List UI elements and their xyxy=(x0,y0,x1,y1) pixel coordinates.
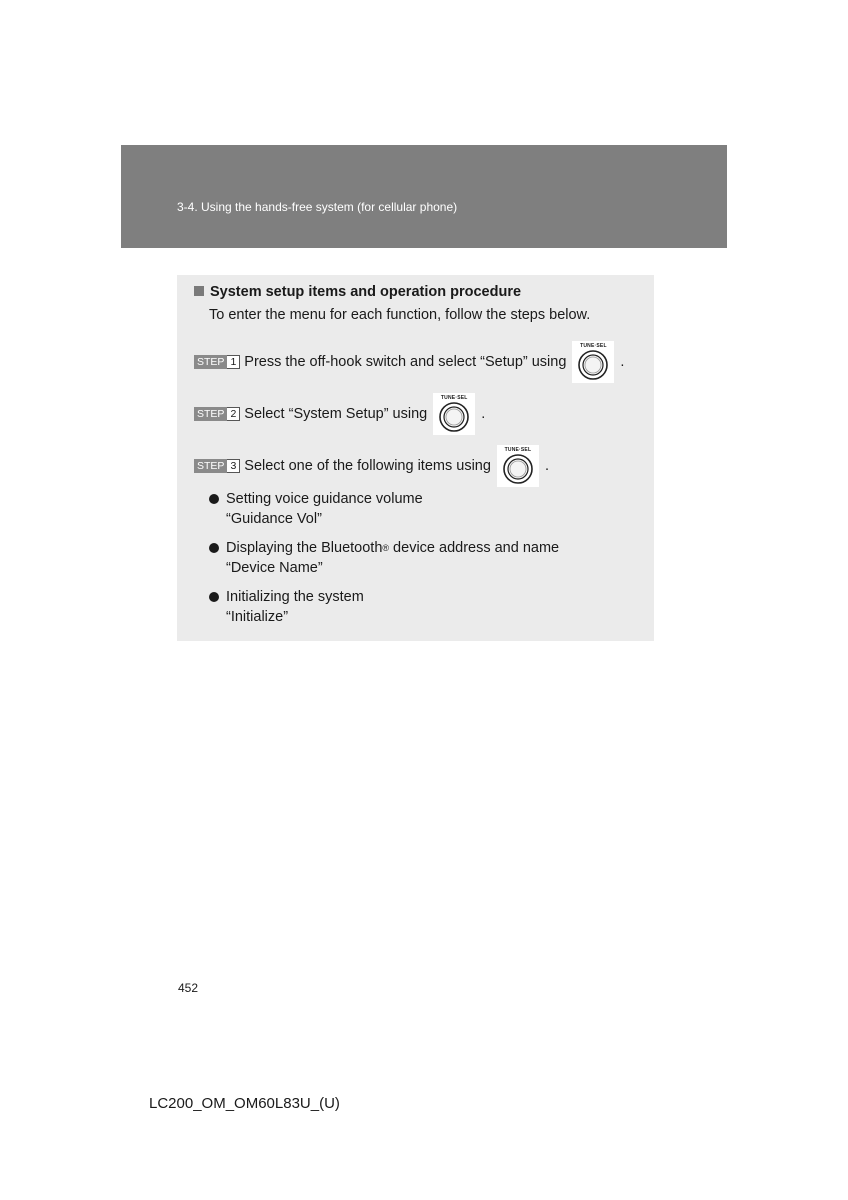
step-badge xyxy=(194,407,240,421)
knob-label: TUNE·SEL xyxy=(580,343,607,349)
header-band xyxy=(121,145,727,248)
step-badge-label: STEP xyxy=(194,407,227,421)
list-item: Displaying the Bluetooth ® device address and name “Device Name” xyxy=(209,538,559,578)
section-title: 3-4. Using the hands-free system (for cellular phone) xyxy=(177,200,458,214)
step-text: Press the off-hook switch and select “Setup” using xyxy=(244,354,567,370)
panel-intro: To enter the menu for each function, follow the steps below. xyxy=(209,307,591,323)
step-badge-label: STEP xyxy=(194,459,227,473)
step-badge-number: 1 xyxy=(227,355,240,369)
step-end: . xyxy=(481,406,486,422)
bullet-dot-icon xyxy=(209,543,219,553)
bullet-main-after: device address and name xyxy=(389,540,560,556)
step-3 xyxy=(194,445,549,487)
step-badge xyxy=(194,459,240,473)
bullet-dot-icon xyxy=(209,592,219,602)
knob-label: TUNE·SEL xyxy=(504,447,532,453)
step-end: . xyxy=(620,354,625,370)
panel-heading-text: System setup items and operation procedure xyxy=(210,284,522,300)
bullet-sub: “Device Name” xyxy=(226,560,323,576)
bullet-main-before: Displaying the Bluetooth xyxy=(226,540,383,556)
tune-sel-knob-icon xyxy=(497,445,539,487)
list-item xyxy=(209,489,559,529)
step-badge-number: 2 xyxy=(227,407,240,421)
step-badge-label: STEP xyxy=(194,355,227,369)
square-marker-icon xyxy=(194,286,204,296)
knob-label: TUNE·SEL xyxy=(440,395,468,401)
bullet-sub: “Initialize” xyxy=(226,609,289,625)
panel-heading xyxy=(194,284,521,300)
step-2 xyxy=(194,393,485,435)
step-end: . xyxy=(544,458,549,474)
step-badge xyxy=(194,355,240,369)
bullet-main: Initializing the system xyxy=(226,589,364,605)
list-item xyxy=(209,587,559,627)
tune-sel-knob-icon xyxy=(433,393,475,435)
bullet-list xyxy=(209,489,559,636)
step-badge-number: 3 xyxy=(227,459,240,473)
info-panel xyxy=(177,275,654,641)
step-text: Select “System Setup” using xyxy=(244,406,428,422)
step-text: Select one of the following items using xyxy=(244,458,491,474)
step-1 xyxy=(194,341,624,383)
document-code: LC200_OM_OM60L83U_(U) xyxy=(149,1095,340,1112)
bullet-main: Setting voice guidance volume xyxy=(226,491,423,507)
tune-sel-knob-icon xyxy=(572,341,614,383)
bullet-dot-icon xyxy=(209,494,219,504)
page-number: 452 xyxy=(178,981,199,995)
bullet-sub: “Guidance Vol” xyxy=(226,511,322,527)
